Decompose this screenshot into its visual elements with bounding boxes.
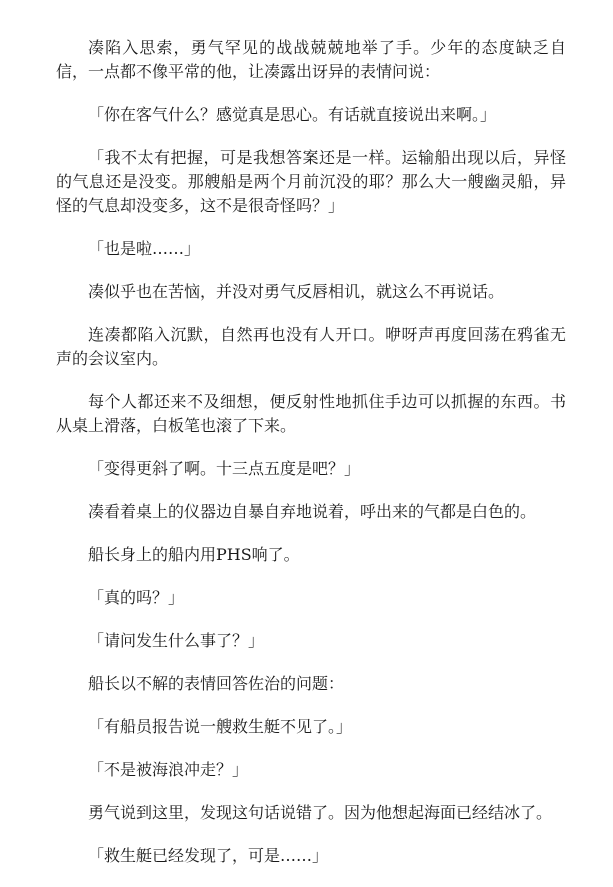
paragraph: 船长身上的船内用PHS响了。 xyxy=(88,545,300,564)
document-page xyxy=(56,36,566,887)
paragraph: 勇气说到这里，发现这句话说错了。因为他想起海面已经结冰了。 xyxy=(88,803,553,822)
paragraph: 「也是啦……」 xyxy=(88,239,201,258)
paragraph: 「你在客气什么？感觉真是思心。有话就直接说出来啊。」 xyxy=(88,105,497,124)
paragraph: 「救生艇已经发现了，可是……」 xyxy=(88,846,329,865)
paragraph: 连凑都陷入沉默，自然再也没有人开口。咿呀声再度回荡在鸦雀无声的会议室内。 xyxy=(56,325,566,368)
paragraph: 凑看着桌上的仪器边自暴自弃地说着，呼出来的气都是白色的。 xyxy=(88,502,537,521)
paragraph: 「请问发生什么事了？」 xyxy=(88,631,265,650)
paragraph: 凑似乎也在苦恼，并没对勇气反唇相讥，就这么不再说话。 xyxy=(88,282,505,301)
paragraph: 船长以不解的表情回答佐治的问题： xyxy=(88,674,345,693)
paragraph: 「有船员报告说一艘救生艇不见了。」 xyxy=(88,717,353,736)
paragraph: 「不是被海浪冲走？」 xyxy=(88,760,249,779)
paragraph: 「我不太有把握，可是我想答案还是一样。运输船出现以后，异怪的气息还是没变。那艘船是两个月前沉没的耶？那么大一艘幽灵船，异怪的气息却没变多，这不是很奇怪吗？」 xyxy=(56,148,566,215)
paragraph: 「真的吗？」 xyxy=(88,588,185,607)
paragraph: 「变得更斜了啊。十三点五度是吧？」 xyxy=(88,459,361,478)
paragraph: 凑陷入思索，勇气罕见的战战兢兢地举了手。少年的态度缺乏自信，一点都不像平常的他，让凑露出讶异的表情问说： xyxy=(56,38,566,81)
paragraph: 每个人都还来不及细想，便反射性地抓住手边可以抓握的东西。书从桌上滑落，白板笔也滚了下来。 xyxy=(56,392,566,435)
